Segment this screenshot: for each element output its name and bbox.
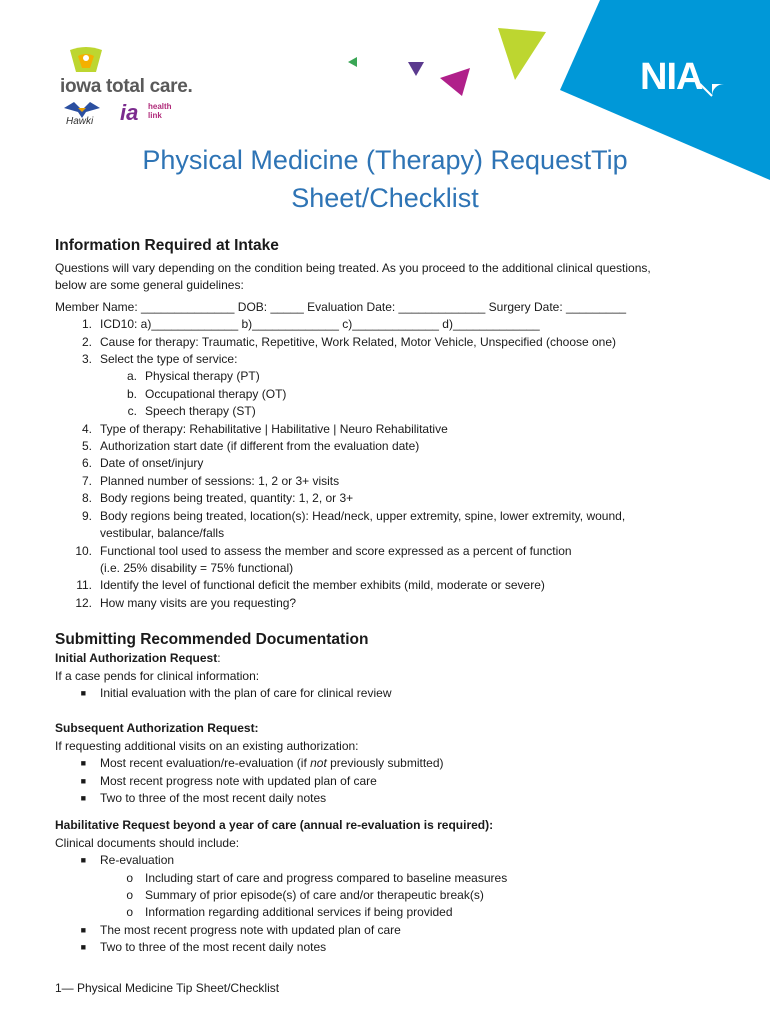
list-item-cont: (i.e. 25% disability = 75% functional) (100, 560, 294, 575)
intake-intro-1: Questions will vary depending on the condition being treated. As you proceed to the additional clinical questions, (55, 261, 651, 275)
ia-health-link-logo: ia (120, 100, 139, 125)
list-item: 9. Body regions being treated, location(s): Head/neck, upper extremity, spine, lower extremity, wound, (81, 508, 626, 523)
member-line: Member Name: ______________ DOB: _____ Evaluation Date: _____________ Surgery Date: _________ (55, 299, 627, 314)
list-item: 3. Select the type of service: (81, 352, 238, 367)
subsequent-auth-label: Subsequent Authorization Request: (55, 721, 259, 736)
list-item: 7. Planned number of sessions: 1, 2 or 3+ visits (81, 473, 340, 488)
list-item: 11. Identify the level of functional deficit the member exhibits (mild, moderate or severe) (76, 578, 545, 593)
list-item: ■ Two to three of the most recent daily notes (80, 790, 327, 805)
list-item: ■ Two to three of the most recent daily notes (80, 940, 327, 955)
list-item: 8. Body regions being treated, quantity: 1, 2, or 3+ (81, 491, 354, 506)
iowa-total-care-wordmark: iowa total care. (60, 76, 193, 97)
list-item: o Information regarding additional services if being provided (126, 905, 453, 920)
magenta-triangle-shape (440, 68, 470, 96)
list-item-cont: vestibular, balance/falls (100, 526, 225, 541)
intake-intro-2: below are some general guidelines: (55, 278, 244, 293)
list-item: ■ The most recent progress note with updated plan of care (80, 922, 401, 937)
page-title-line2: Sheet/Checklist (291, 183, 479, 213)
nia-logo: NIA (640, 56, 703, 98)
initial-auth-intro: If a case pends for clinical information: (55, 668, 260, 683)
partner-logos (56, 46, 196, 136)
ia-health-link-sub (148, 102, 172, 120)
iowa-total-care-logo-icon (66, 46, 106, 76)
green-triangle-shape (348, 57, 357, 67)
ia-health-text: health (148, 102, 172, 111)
ia-link-text: link (148, 111, 162, 120)
list-item: ■ Initial evaluation with the plan of care for clinical review (80, 685, 392, 700)
habilitative-label: Habilitative Request beyond a year of care (annual re-evaluation is required): (55, 818, 494, 833)
list-item: 1. ICD10: a)_____________ b)_____________ c)_____________ d)_____________ (81, 317, 540, 332)
list-item: 10. Functional tool used to assess the member and score expressed as a percent of function (75, 543, 572, 558)
list-item: b. Occupational therapy (OT) (126, 386, 287, 401)
purple-triangle-shape (408, 62, 424, 76)
list-item: a. Physical therapy (PT) (126, 369, 260, 384)
hawki-label: Hawki (66, 116, 94, 127)
list-item: 4. Type of therapy: Rehabilitative | Habilitative | Neuro Rehabilitative (81, 421, 448, 436)
document-body (55, 236, 695, 957)
list-item: ■ Most recent progress note with updated plan of care (80, 773, 377, 788)
lime-triangle-shape (498, 28, 546, 80)
list-item: 5. Authorization start date (if different from the evaluation date) (81, 439, 420, 454)
page-footer: 1— Physical Medicine Tip Sheet/Checklist (55, 981, 280, 995)
page-title-line1: Physical Medicine (Therapy) RequestTip (142, 145, 628, 175)
list-item: 2. Cause for therapy: Traumatic, Repetitive, Work Related, Motor Vehicle, Unspecified (choose one) (81, 334, 617, 349)
list-item: 12. How many visits are you requesting? (75, 595, 297, 610)
initial-auth-label: Initial Authorization Request: (55, 651, 221, 666)
habilitative-intro: Clinical documents should include: (55, 835, 240, 850)
subsequent-auth-intro: If requesting additional visits on an existing authorization: (55, 738, 359, 753)
list-item: o Summary of prior episode(s) of care and/or therapeutic break(s) (126, 888, 484, 902)
list-item: c. Speech therapy (ST) (127, 404, 256, 419)
list-item: ■ Re-evaluation (80, 853, 175, 868)
list-item: ■ Most recent evaluation/re-evaluation (if not previously submitted) (80, 756, 444, 771)
intake-heading: Information Required at Intake (55, 237, 279, 254)
list-item: o Including start of care and progress compared to baseline measures (126, 870, 508, 885)
list-item: 6. Date of onset/injury (81, 456, 204, 471)
documentation-heading: Submitting Recommended Documentation (55, 631, 369, 649)
